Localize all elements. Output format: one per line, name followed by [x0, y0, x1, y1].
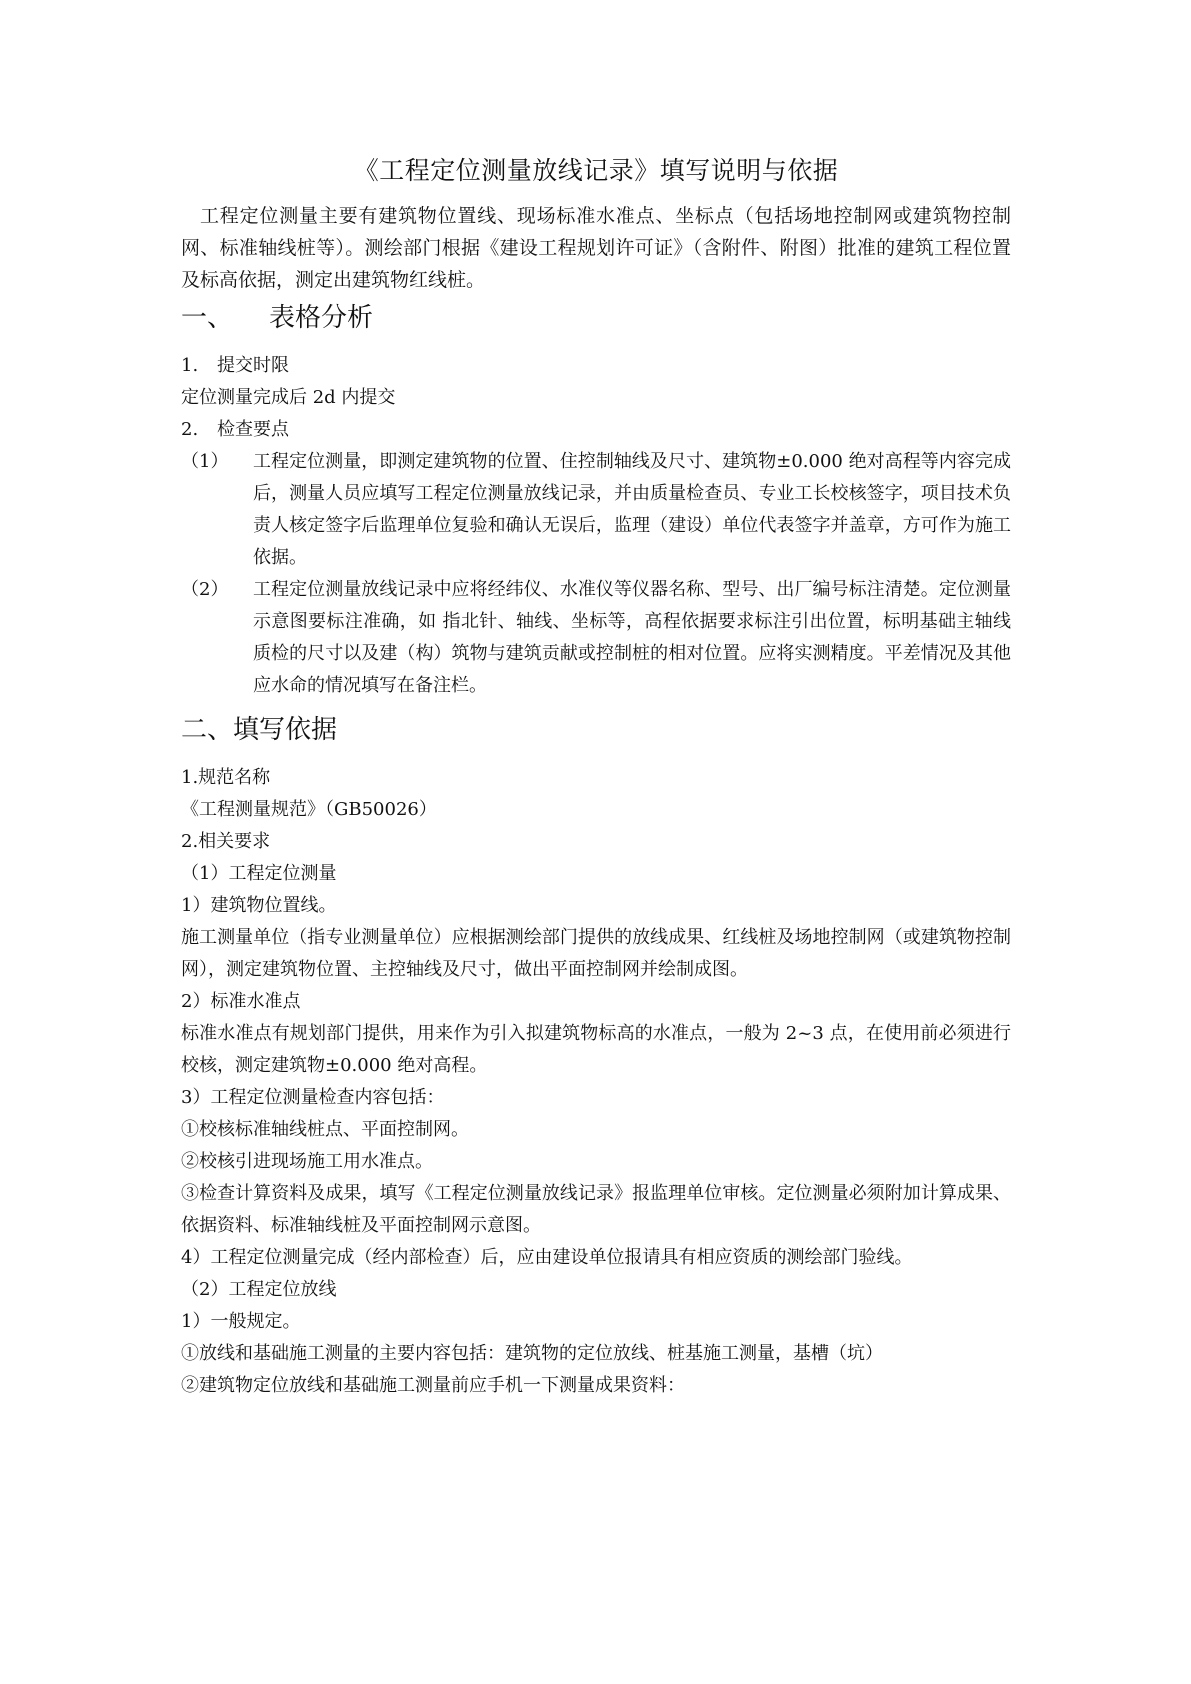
intro-paragraph: 工程定位测量主要有建筑物位置线、现场标准水准点、坐标点（包括场地控制网或建筑物控制网、标准轴线桩等）。测绘部门根据《建设工程规划许可证》（含附件、附图）批准的建筑工程位置及标高依据，测定出建筑物红线桩。	[181, 205, 1011, 291]
item-number: 1.	[181, 355, 199, 376]
section-heading-1	[181, 298, 1011, 338]
list-item-number: （1）	[181, 451, 229, 472]
text-paragraph: 施工测量单位（指专业测量单位）应根据测绘部门提供的放线成果、红线桩及场地控制网（或建筑物控制网），测定建筑物位置、主控轴线及尺寸，做出平面控制网并绘制成图。	[181, 927, 1011, 980]
text-line: 1.规范名称	[181, 767, 271, 788]
section-heading-2: 二、填写依据	[181, 715, 338, 745]
text-line: 2）标准水准点	[181, 991, 301, 1012]
list-item-text: 工程定位测量放线记录中应将经纬仪、水准仪等仪器名称、型号、出厂编号标注清楚。定位测量示意图要标注准确，如 指北针、轴线、坐标等，高程依据要求标注引出位置，标明基础主轴线质检的尺寸以及建（构）筑物与建筑贡献或控制桩的相对位置。应将实测精度。平差情况及其他应水命的情况填写在备注栏。	[253, 579, 1011, 696]
text-line: 3）工程定位测量检查内容包括：	[181, 1087, 445, 1108]
list-item	[181, 446, 1011, 574]
text-line: ②校核引进现场施工用水准点。	[181, 1151, 433, 1172]
subheading-check-points	[181, 414, 1011, 446]
list-item	[181, 574, 1011, 702]
text-paragraph: 4）工程定位测量完成（经内部检查）后，应由建设单位报请具有相应资质的测绘部门验线。	[181, 1247, 913, 1268]
list-item-text: 工程定位测量，即测定建筑物的位置、住控制轴线及尺寸、建筑物±0.000 绝对高程等内容完成后，测量人员应填写工程定位测量放线记录，并由质量检查员、专业工长校核签字，项目技术负责人核定签字后监理单位复验和确认无误后，监理（建设）单位代表签字并盖章，方可作为施工依据。	[253, 451, 1011, 568]
text-paragraph: ③检查计算资料及成果，填写《工程定位测量放线记录》报监理单位审核。定位测量必须附加计算成果、依据资料、标准轴线桩及平面控制网示意图。	[181, 1183, 1011, 1236]
text-paragraph: ②建筑物定位放线和基础施工测量前应手机一下测量成果资料：	[181, 1375, 685, 1396]
text-line: 1）一般规定。	[181, 1311, 301, 1332]
text-line: 2.相关要求	[181, 831, 271, 852]
text-line: 1）建筑物位置线。	[181, 895, 337, 916]
page-title: 《工程定位测量放线记录》填写说明与依据	[353, 156, 839, 185]
subheading-submit-deadline	[181, 350, 1011, 382]
text-line: 《工程测量规范》（GB50026）	[181, 799, 437, 820]
section-title: 表格分析	[269, 303, 374, 333]
text-line: （2）工程定位放线	[181, 1279, 337, 1300]
text-line: （1）工程定位测量	[181, 863, 337, 884]
text-paragraph: 标准水准点有规划部门提供，用来作为引入拟建筑物标高的水准点，一般为 2~3 点，在使用前必须进行校核，测定建筑物±0.000 绝对高程。	[181, 1023, 1011, 1076]
document-content	[181, 150, 1011, 1402]
item-title: 提交时限	[217, 355, 289, 376]
text-line: ①校核标准轴线桩点、平面控制网。	[181, 1119, 469, 1140]
item-title: 检查要点	[217, 419, 289, 440]
text-paragraph: ①放线和基础施工测量的主要内容包括：建筑物的定位放线、桩基施工测量，基槽（坑）	[181, 1343, 883, 1364]
list-item-number: （2）	[181, 579, 229, 600]
item-number: 2.	[181, 419, 199, 440]
submit-deadline-text: 定位测量完成后 2d 内提交	[181, 387, 396, 408]
section-number: 一、	[181, 303, 234, 333]
